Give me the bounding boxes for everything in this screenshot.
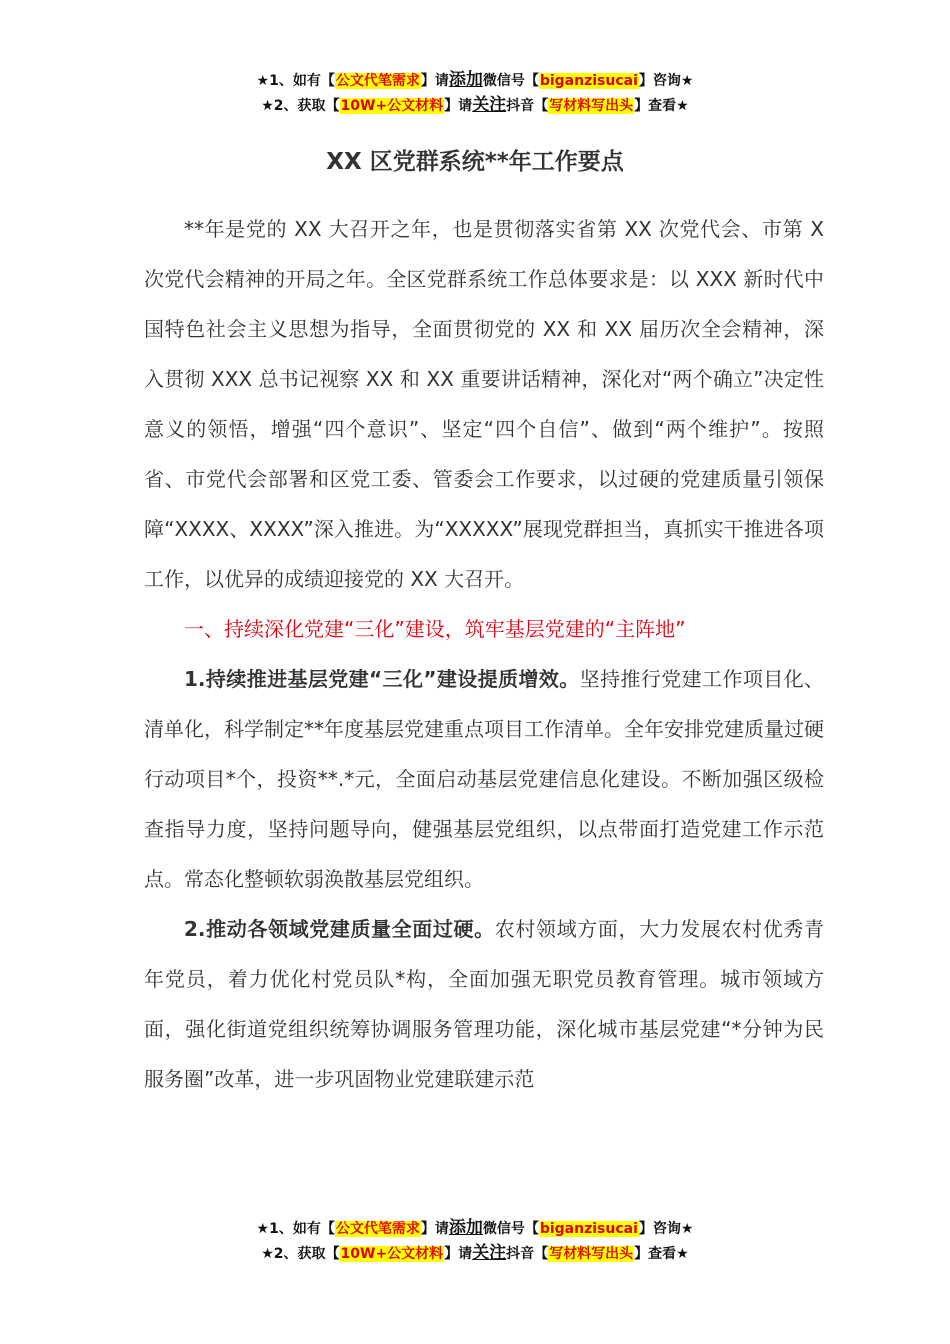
intro-paragraph: **年是党的 XX 大召开之年，也是贯彻落实省第 XX 次党代会、市第 X 次党代会精神的开局之年。全区党群系统工作总体要求是：以 XXX 新时代中国特色社会主义思想为指导，全面贯彻党的 XX 和 XX 届历次全会精神，深入贯彻 XXX 总书记视察 XX 和 XX 重要讲话精神，深化对“两个确立”决定性意义的领悟，增强“四个意识”、坚定“四个自信”、做到“两个维护”。按照省、市党代会部署和区党工委、管委会工作要求，以过硬的党建质量引领保障“XXXX、XXXX”深入推进。为“XXXXX”展现党群担当，真抓实干推进各项工作，以优异的成绩迎接党的 XX 大召开。 <box>144 217 824 591</box>
douyin-id: 写材料写出头 <box>549 1246 634 1262</box>
banner-line-2: ★2、获取【10W+公文材料】请关注抖音【写材料写出头】查看★ <box>261 95 689 115</box>
document-body <box>144 204 824 1104</box>
section-heading-1: 一、持续深化党建“三化”建设，筑牢基层党建的“主阵地” <box>184 617 686 641</box>
item-lead-2: 2.推动各领域党建质量全面过硬。 <box>184 917 495 941</box>
wechat-id: biganzisucai <box>539 73 638 89</box>
footer-line-1: ★1、如有【公文代笔需求】请添加微信号【biganzisucai】咨询★ <box>256 1218 694 1238</box>
item-text-2: 农村领域方面，大力发展农村优秀青年党员，着力优化村党员队*构，全面加强无职党员教育管理。城市领域方面，强化街道党组织统筹协调服务管理功能，深化城市基层党建“*分钟为民服务圈”改革，进一步巩固物业党建联建示范 <box>144 917 825 1091</box>
page-title: XX 区党群系统**年工作要点 <box>326 149 624 175</box>
banner-line-1: ★1、如有【公文代笔需求】请添加微信号【biganzisucai】咨询★ <box>256 70 694 90</box>
service-highlight: 公文代笔需求 <box>335 73 420 89</box>
material-highlight: 10W+公文材料 <box>340 98 444 114</box>
wechat-id: biganzisucai <box>539 1221 638 1237</box>
douyin-id: 写材料写出头 <box>549 98 634 114</box>
material-highlight: 10W+公文材料 <box>340 1246 444 1262</box>
item-lead-1: 1.持续推进基层党建“三化”建设提质增效。 <box>184 667 580 691</box>
item-text-1: 坚持推行党建工作项目化、清单化，科学制定**年度基层党建重点项目工作清单。全年安排党建质量过硬行动项目*个，投资**.*元，全面启动基层党建信息化建设。不断加强区级检查指导力度，坚持问题导向，健强基层党组织，以点带面打造党建工作示范点。常态化整顿软弱涣散基层党组织。 <box>144 667 824 891</box>
item-paragraph-1 <box>144 654 824 904</box>
footer-banner <box>0 1216 950 1266</box>
header-banner <box>0 68 950 118</box>
footer-line-2: ★2、获取【10W+公文材料】请关注抖音【写材料写出头】查看★ <box>261 1243 689 1263</box>
service-highlight: 公文代笔需求 <box>335 1221 420 1237</box>
item-paragraph-2 <box>144 904 824 1104</box>
